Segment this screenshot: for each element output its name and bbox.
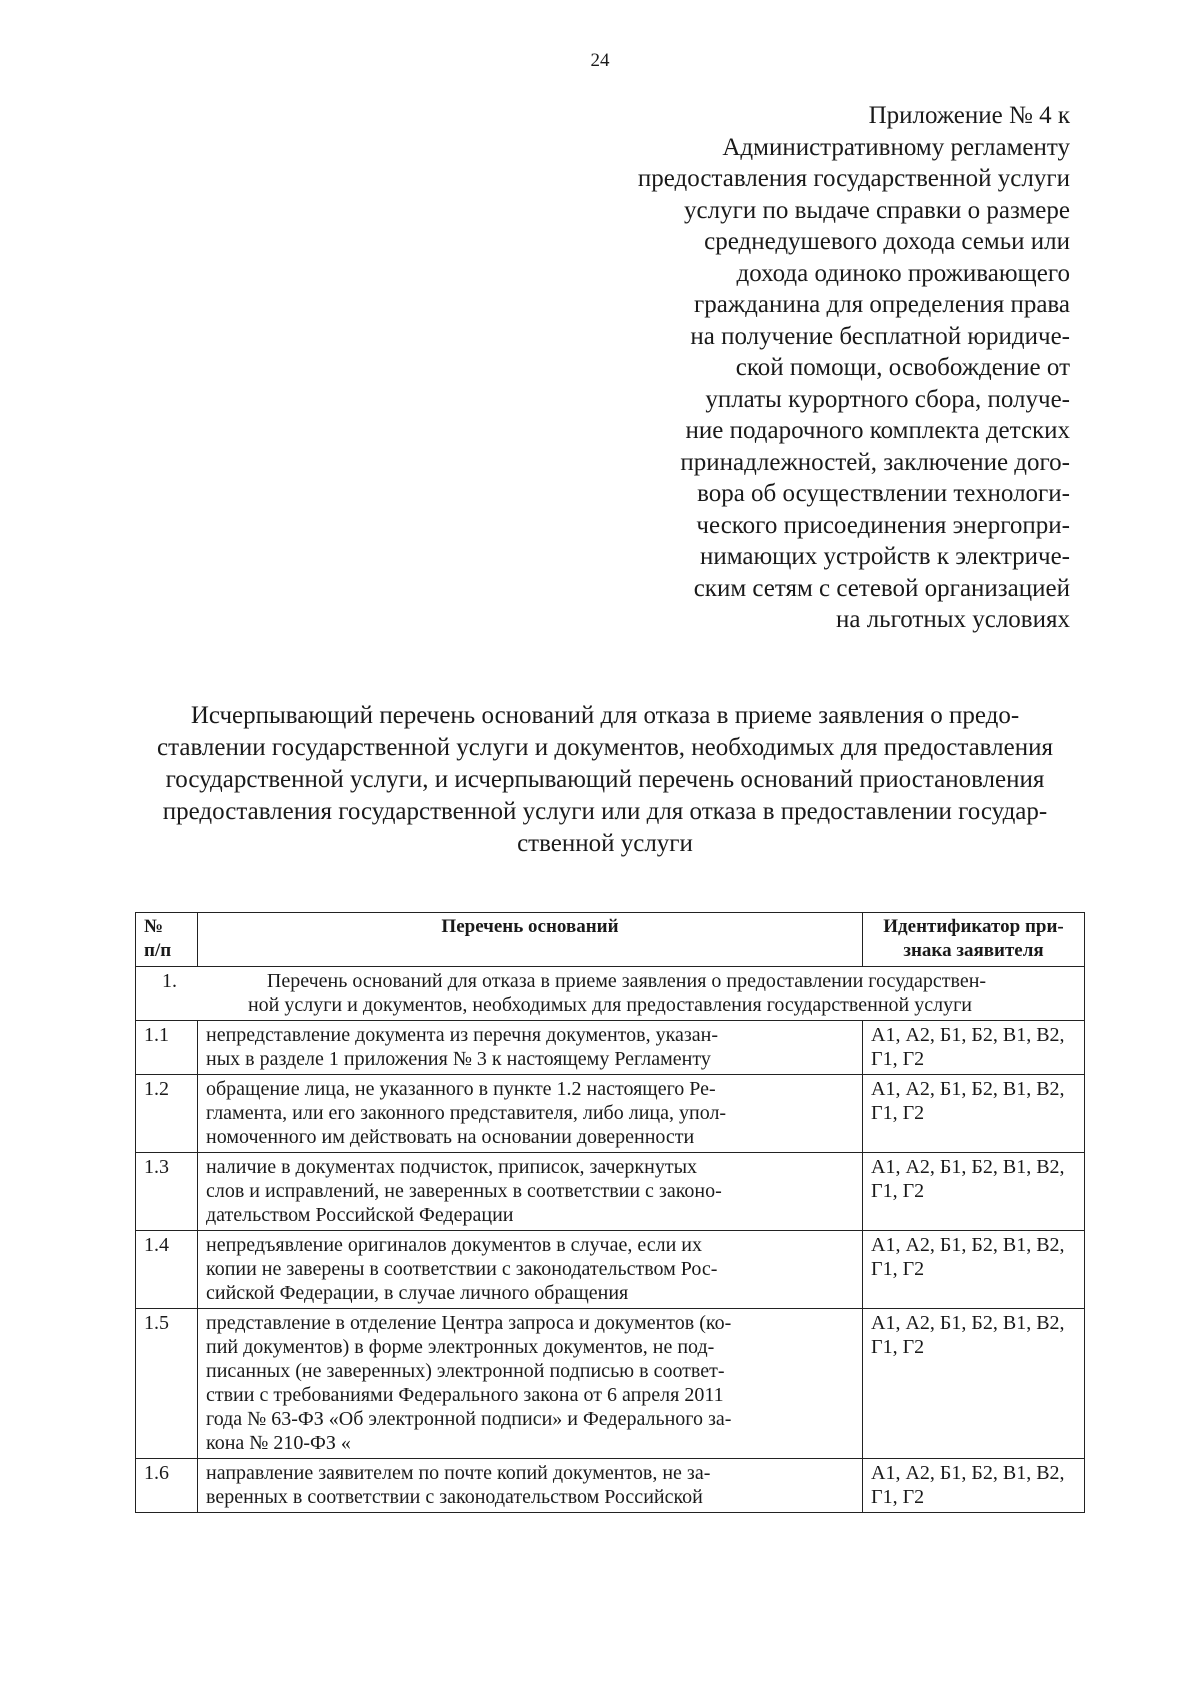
identifier-line: Г1, Г2: [871, 1258, 925, 1280]
appendix-reference: [600, 100, 1070, 636]
row-reason: [198, 1075, 863, 1153]
table-row: [136, 1459, 1085, 1513]
heading-line: ственной услуги: [517, 830, 693, 857]
row-identifier: [863, 1309, 1085, 1459]
row-number: 1.2: [136, 1075, 198, 1153]
reason-line: гламента, или его законного представителя, либо лица, упол-: [206, 1102, 727, 1124]
row-number: 1.3: [136, 1153, 198, 1231]
identifier-line: А1, А2, Б1, Б2, В1, В2,: [871, 1234, 1065, 1256]
appendix-line: нимающих устройств к электриче-: [699, 543, 1070, 570]
header-identifier-line: знака заявителя: [903, 940, 1044, 961]
appendix-line: дохода одиноко проживающего: [736, 259, 1070, 287]
reason-line: сийской Федерации, в случае личного обращения: [206, 1282, 629, 1304]
appendix-line: уплаты курортного сбора, получе-: [705, 385, 1070, 413]
header-num-line: п/п: [144, 940, 172, 961]
reason-line: представление в отделение Центра запроса и документов (ко-: [206, 1312, 732, 1334]
document-heading: [120, 700, 1090, 860]
reason-line: кона № 210-ФЗ «: [206, 1432, 351, 1454]
reason-line: пий документов) в форме электронных документов, не под-: [206, 1336, 715, 1358]
header-reasons: Перечень оснований: [198, 913, 863, 967]
row-identifier: [863, 1231, 1085, 1309]
reason-line: ных в разделе 1 приложения № 3 к настоящему Регламенту: [206, 1048, 711, 1070]
reason-line: ствии с требованиями Федерального закона от 6 апреля 2011: [206, 1384, 724, 1406]
appendix-line: ние подарочного комплекта детских: [685, 417, 1070, 444]
table-row: [136, 1021, 1085, 1075]
header-num-line: №: [144, 916, 164, 937]
row-number: 1.6: [136, 1459, 198, 1513]
table-row: [136, 1231, 1085, 1309]
reasons-table: [135, 912, 1085, 1513]
identifier-line: Г1, Г2: [871, 1336, 925, 1358]
section-cell: [136, 967, 1085, 1021]
row-number: 1.4: [136, 1231, 198, 1309]
row-reason: [198, 1153, 863, 1231]
row-reason: [198, 1459, 863, 1513]
row-reason: [198, 1231, 863, 1309]
reason-line: копии не заверены в соответствии с законодательством Рос-: [206, 1258, 718, 1280]
appendix-line: среднедушевого дохода семьи или: [704, 228, 1070, 255]
header-num: [136, 913, 198, 967]
heading-line: ставлении государственной услуги и документов, необходимых для предоставления: [157, 734, 1053, 761]
identifier-line: А1, А2, Б1, Б2, В1, В2,: [871, 1462, 1065, 1484]
appendix-line: ческого присоединения энергопри-: [696, 511, 1070, 539]
appendix-line: на льготных условиях: [835, 606, 1070, 633]
reason-line: наличие в документах подчисток, приписок, зачеркнутых: [206, 1156, 698, 1178]
section-row: [136, 967, 1085, 1021]
reason-line: веренных в соответствии с законодательством Российской: [206, 1486, 703, 1508]
reason-line: номоченного им действовать на основании доверенности: [206, 1126, 695, 1148]
section-line: Перечень оснований для отказа в приеме заявления о предоставлении государствен-: [266, 970, 987, 992]
identifier-line: А1, А2, Б1, Б2, В1, В2,: [871, 1024, 1065, 1046]
header-identifier: [863, 913, 1085, 967]
appendix-line: Административному регламенту: [722, 133, 1070, 161]
row-number: 1.5: [136, 1309, 198, 1459]
identifier-line: Г1, Г2: [871, 1102, 925, 1124]
appendix-line: Приложение № 4 к: [868, 102, 1070, 129]
appendix-line: ской помощи, освобождение от: [735, 354, 1070, 381]
row-reason: [198, 1309, 863, 1459]
row-identifier: [863, 1459, 1085, 1513]
row-identifier: [863, 1075, 1085, 1153]
reason-line: дательством Российской Федерации: [206, 1204, 514, 1226]
identifier-line: А1, А2, Б1, Б2, В1, В2,: [871, 1312, 1065, 1334]
table-row: [136, 1309, 1085, 1459]
appendix-line: на получение бесплатной юридиче-: [690, 322, 1070, 350]
page-number: 24: [590, 50, 610, 71]
appendix-line: услуги по выдаче справки о размере: [684, 196, 1070, 224]
section-number: 1.: [162, 970, 177, 992]
appendix-line: предоставления государственной услуги: [637, 165, 1070, 192]
reason-line: писанных (не заверенных) электронной подписью в соответ-: [206, 1360, 725, 1382]
appendix-line: гражданина для определения права: [694, 291, 1070, 318]
row-reason: [198, 1021, 863, 1075]
row-identifier: [863, 1153, 1085, 1231]
table-row: [136, 1153, 1085, 1231]
appendix-line: вора об осуществлении технологи-: [697, 480, 1070, 507]
heading-line: Исчерпывающий перечень оснований для отказа в приеме заявления о предо-: [190, 702, 1020, 729]
table-header-row: [136, 913, 1085, 967]
identifier-line: Г1, Г2: [871, 1048, 925, 1070]
reason-line: направление заявителем по почте копий документов, не за-: [206, 1462, 711, 1484]
header-identifier-line: Идентификатор при-: [883, 916, 1064, 937]
table-row: [136, 1075, 1085, 1153]
identifier-line: А1, А2, Б1, Б2, В1, В2,: [871, 1156, 1065, 1178]
heading-line: предоставления государственной услуги или для отказа в предоставлении государ-: [162, 798, 1048, 825]
row-number: 1.1: [136, 1021, 198, 1075]
reason-line: непредставление документа из перечня документов, указан-: [206, 1024, 719, 1046]
section-line: ной услуги и документов, необходимых для предоставления государственной услуги: [247, 994, 973, 1016]
appendix-line: принадлежностей, заключение дого-: [680, 448, 1070, 476]
heading-line: государственной услуги, и исчерпывающий перечень оснований приостановления: [165, 766, 1045, 793]
reason-line: слов и исправлений, не заверенных в соответствии с законо-: [206, 1180, 722, 1202]
identifier-line: А1, А2, Б1, Б2, В1, В2,: [871, 1078, 1065, 1100]
appendix-line: ским сетям с сетевой организацией: [693, 574, 1070, 602]
row-identifier: [863, 1021, 1085, 1075]
identifier-line: Г1, Г2: [871, 1180, 925, 1202]
reason-line: обращение лица, не указанного в пункте 1.2 настоящего Ре-: [206, 1078, 716, 1100]
identifier-line: Г1, Г2: [871, 1486, 925, 1508]
reason-line: непредъявление оригиналов документов в случае, если их: [206, 1234, 702, 1256]
reason-line: года № 63-ФЗ «Об электронной подписи» и Федерального за-: [206, 1408, 732, 1430]
